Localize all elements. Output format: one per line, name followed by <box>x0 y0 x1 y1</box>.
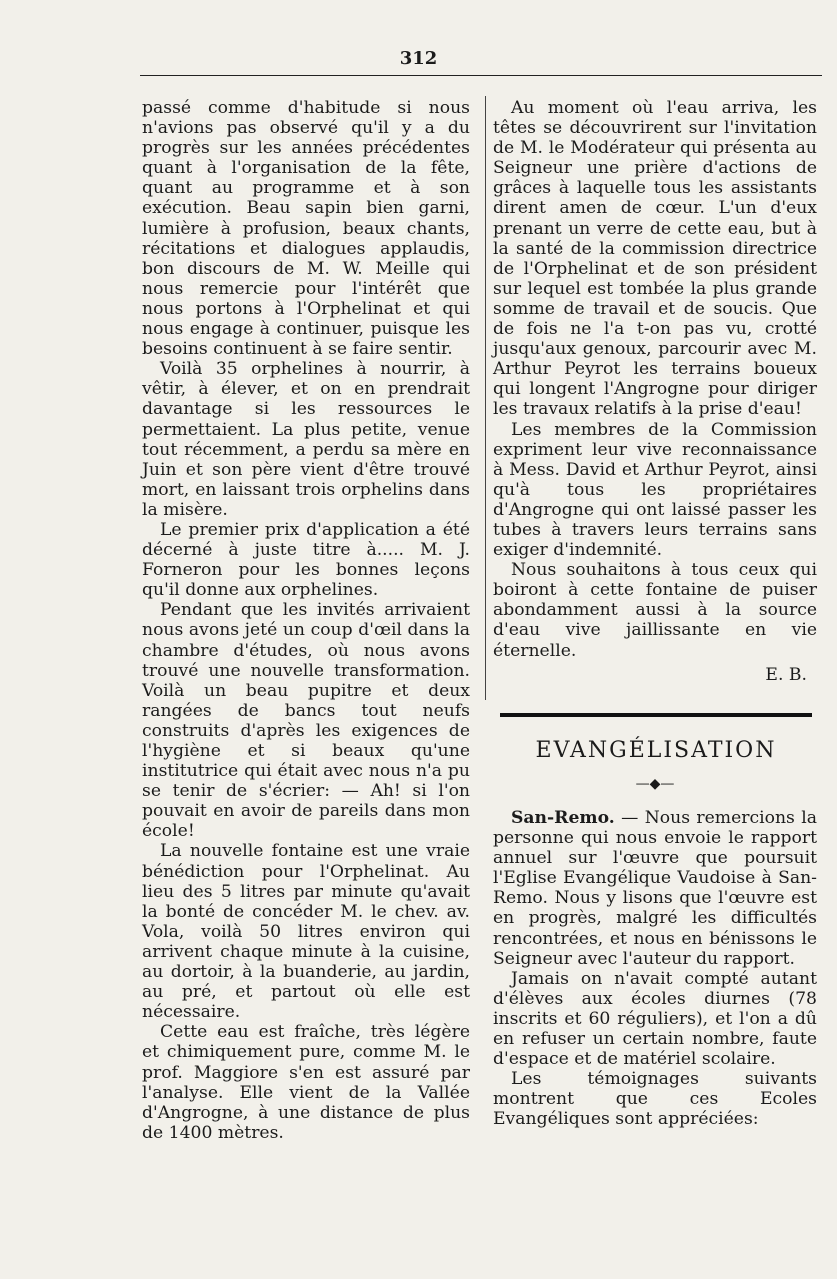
section-lead: San-Remo. <box>511 808 615 828</box>
paragraph: La nouvelle fontaine est une vraie bénédiction pour l'Orphelinat. Au lieu des 5 litres par minute qu'avait la bonté de concéder M. le chev. av. Vola, voilà 50 litres environ qui arrivent chaque minute à la cuisine, au dortoir, à la buanderie, au jardin, au pré, et partout où elle est nécessaire. <box>142 841 470 1023</box>
page-number: 312 <box>399 48 438 69</box>
paragraph: Pendant que les invités arrivaient nous avons jeté un coup d'œil dans la chambre d'études, où nous avons trouvé une nouvelle transformation. Voilà un beau pupitre et deux rangées de bancs tout neufs construits d'après les exigences de l'hygiène et si beaux qu'une institutrice qui était avec nous n'a pu se tenir de s'écrier: — Ah! si l'on pouvait en avoir de pareils dans mon école! <box>142 600 470 842</box>
paragraph: Le premier prix d'application a été décerné à juste titre à..... M. J. Forneron pour les bonnes leçons qu'il donne aux orphelines. <box>142 519 470 601</box>
section-rule <box>500 713 812 717</box>
paragraph: Les témoignages suivants montrent que ces Ecoles Evangéliques sont appréciées: <box>493 1069 817 1130</box>
paragraph: Les membres de la Commission expriment leur vive reconnaissance à Mess. David et Arthur Peyrot, ainsi qu'à tous les propriétaires d'Angrogne qui ont laissé passer les tubes à travers leurs terrains sans exiger d'indemnité. <box>493 419 817 561</box>
section-lead-text: — Nous remercions la personne qui nous envoie le rapport annuel sur l'œuvre que poursuit l'Eglise Evangélique Vaudoise à San-Remo. Nous y lisons que l'œuvre est en progrès, malgré les difficultés rencontrées, et nous en bénissons le Seigneur avec l'auteur du rapport. <box>493 808 817 969</box>
right-column <box>493 98 817 685</box>
section-title: EVANGÉLISATION <box>535 738 777 763</box>
header-rule <box>140 75 822 76</box>
paragraph: Au moment où l'eau arriva, les têtes se découvrirent sur l'invitation de M. le Modérateur qui présenta au Seigneur une prière d'actions de grâces à laquelle tous les assistants dirent amen de cœur. L'un d'eux prenant un verre de cette eau, but à la santé de la commission directrice de l'Orphelinat et de son président sur lequel est tombée la plus grande somme de travail et de soucis. Que de fois ne l'a t-on pas vu, crotté jusqu'aux genoux, parcourir avec M. Arthur Peyrot les terrains boueux qui longent l'Angrogne pour diriger les travaux relatifs à la prise d'eau! <box>493 98 817 420</box>
paragraph: Cette eau est fraîche, très légère et chimiquement pure, comme M. le prof. Maggiore s'en est assuré par l'analyse. Elle vient de la Vallée d'Angrogne, à une distance de plus de 1400 mètres. <box>142 1022 470 1143</box>
paragraph: passé comme d'habitude si nous n'avions pas observé qu'il y a du progrès sur les années précédentes quant à l'organisation de la fête, quant au programme et à son exécution. Beau sapin bien garni, lumière à profusion, beaux chants, récitations et dialogues applaudis, bon discours de M. W. Meille qui nous remercie pour l'intérêt que nous portons à l'Orphelinat et qui nous engage à continuer, puisque les besoins continuent à se faire sentir. <box>142 98 470 360</box>
paragraph <box>493 808 817 969</box>
paragraph: Nous souhaitons à tous ceux qui boiront à cette fontaine de puiser abondamment aussi à la source d'eau vive jaillissante en vie éternelle. <box>493 560 817 661</box>
column-divider <box>485 96 486 700</box>
signature: E. B. <box>765 664 807 685</box>
section-body <box>493 808 817 1130</box>
left-column <box>142 98 470 1143</box>
paragraph: Jamais on n'avait compté autant d'élèves aux écoles diurnes (78 inscrits et 60 réguliers), et l'on a dû en refuser un certain nombre, faute d'espace et de matériel scolaire. <box>493 968 817 1070</box>
paragraph: Voilà 35 orphelines à nourrir, à vêtir, à élever, et on en prendrait davantage si les ressources le permettaient. La plus petite, venue tout récemment, a perdu sa mère en Juin et son père vient d'être trouvé mort, en laissant trois orphelins dans la misère. <box>142 359 470 520</box>
ornament-divider: —◆— <box>635 776 675 792</box>
